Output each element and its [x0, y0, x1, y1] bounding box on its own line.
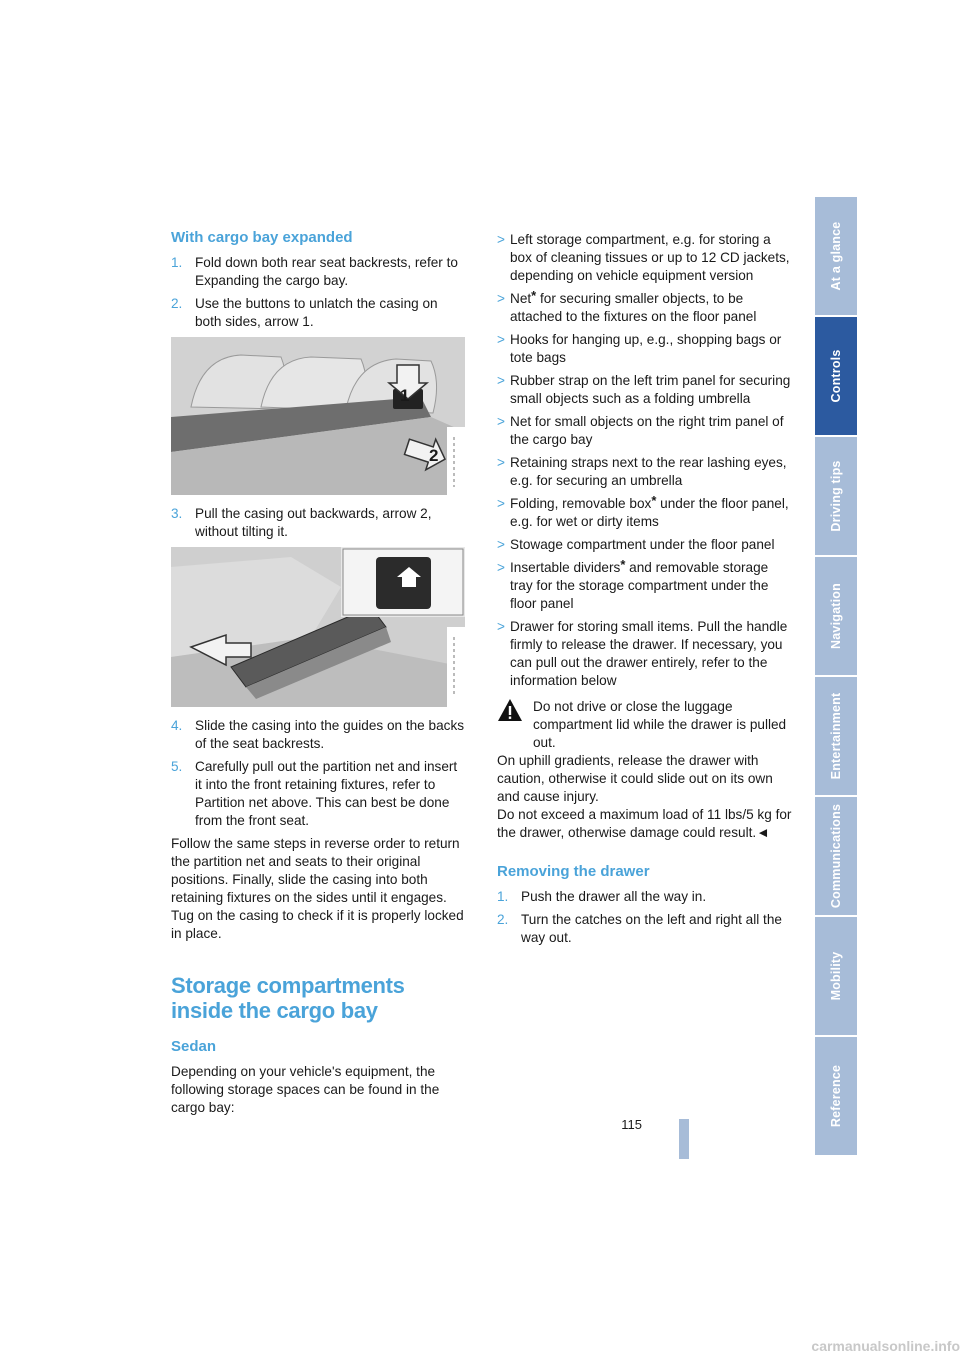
step-list-b: [171, 505, 467, 541]
tab-label: At a glance: [829, 221, 843, 291]
left-column: [171, 228, 467, 1125]
bullet-text-pre: Folding, removable box: [510, 496, 652, 511]
bullet-text: Rubber strap on the left trim panel for securing small objects such as a folding umbrella: [510, 373, 791, 406]
heading-removing-drawer: Removing the drawer: [497, 863, 650, 880]
tab-label: Reference: [829, 1064, 843, 1128]
bullet-marker: >: [497, 291, 505, 306]
step-number: 5.: [171, 759, 183, 774]
bullet-text-pre: Insertable dividers: [510, 560, 621, 575]
cargo-cover-illustration: [171, 337, 465, 495]
chapter-tabs: [815, 197, 857, 1159]
casing-photo: [171, 547, 465, 707]
step-number: 1.: [497, 889, 509, 904]
end-marker-icon: ◄: [756, 825, 770, 840]
list-item: [497, 536, 793, 554]
warning-p3-text: Do not exceed a maximum load of 11 lbs/5 kg for the drawer, otherwise damage could result.: [497, 807, 792, 840]
warning-paragraph-3: [497, 806, 793, 842]
step-item: [171, 254, 467, 290]
bullet-text: under the floor panel, e.g. for wet or dirty items: [510, 496, 789, 529]
bullet-text: Hooks for hanging up, e.g., shopping bags or tote bags: [510, 332, 782, 365]
step-text: Pull the casing out backwards, arrow 2, without tilting it.: [195, 506, 432, 539]
callout-2: 2: [429, 446, 439, 465]
bullet-text: Stowage compartment under the floor panel: [510, 537, 775, 552]
bullet-marker: >: [497, 496, 505, 511]
bullet-text: for securing smaller objects, to be attached to the fixtures on the floor panel: [510, 291, 757, 324]
tab-label: Entertainment: [829, 692, 843, 780]
step-number: 1.: [171, 255, 183, 270]
casing-illustration: [171, 547, 465, 707]
tab-label: Mobility: [829, 951, 843, 1001]
tab-entertainment[interactable]: [815, 677, 857, 797]
bullet-marker: >: [497, 232, 505, 247]
step-number: 3.: [171, 506, 183, 521]
list-item: [497, 331, 793, 367]
step-item: [171, 758, 467, 830]
warning-triangle-icon: [497, 698, 523, 722]
callout-1: 1: [400, 386, 410, 405]
warning-block: [497, 698, 793, 752]
bullet-text-pre: Net: [510, 291, 532, 306]
tab-label: Navigation: [829, 583, 843, 649]
bullet-text: Net for small objects on the right trim panel of the cargo bay: [510, 414, 784, 447]
step-number: 2.: [171, 296, 183, 311]
warning-paragraph-2: On uphill gradients, release the drawer with caution, otherwise it could slide out on its own and cause injury.: [497, 753, 773, 804]
bullet-marker: >: [497, 537, 505, 552]
optional-star: *: [531, 288, 537, 303]
optional-star: *: [651, 493, 657, 508]
step-item: [171, 295, 467, 331]
list-item: [497, 454, 793, 490]
warning-lead: Do not drive or close the luggage compartment lid while the drawer is pulled out.: [533, 699, 787, 750]
step-item: [497, 911, 793, 947]
step-text: Carefully pull out the partition net and insert it into the front retaining fixtures, refer to Partition net above. This can best be done from the front seat.: [195, 759, 458, 828]
tab-navigation[interactable]: [815, 557, 857, 677]
step-text: Use the buttons to unlatch the casing on both sides, arrow 1.: [195, 296, 438, 329]
page-marker-bar: [679, 1119, 689, 1159]
warning-lead-text: [533, 698, 793, 752]
bullet-marker: >: [497, 560, 505, 575]
step-item: [497, 888, 793, 906]
paragraph-sedan: Depending on your vehicle's equipment, the following storage spaces can be found in the cargo bay:: [171, 1064, 440, 1115]
step-item: [171, 717, 467, 753]
bullet-marker: >: [497, 414, 505, 429]
list-item: [497, 372, 793, 408]
step-text: Push the drawer all the way in.: [521, 889, 707, 904]
bullet-marker: >: [497, 373, 505, 388]
list-item: [497, 413, 793, 449]
storage-bullet-list: [497, 231, 793, 690]
step-text: Fold down both rear seat backrests, refer to Expanding the cargo bay.: [195, 255, 458, 288]
step-list-a: [171, 254, 467, 331]
step-number: 2.: [497, 912, 509, 927]
cargo-cover-photo: [171, 337, 465, 495]
bullet-text: Left storage compartment, e.g. for storing a box of cleaning tissues or up to 12 CD jackets, depending on vehicle equipment version: [510, 232, 790, 283]
optional-star: *: [620, 557, 626, 572]
tab-label: Communications: [829, 803, 843, 909]
tab-label: Controls: [829, 349, 843, 403]
heading-storage-compartments: Storage compartments inside the cargo bay: [171, 973, 405, 1023]
heading-cargo-bay-expanded: With cargo bay expanded: [171, 229, 353, 246]
watermark: carmanualsonline.info: [811, 1338, 960, 1354]
tab-communications[interactable]: [815, 797, 857, 917]
bullet-marker: >: [497, 455, 505, 470]
tab-driving-tips[interactable]: [815, 437, 857, 557]
bullet-marker: >: [497, 619, 505, 634]
paragraph-reverse-steps: Follow the same steps in reverse order to return the partition net and seats to their original positions. Finally, slide the casing into both retaining fixtures on the sides until it engages. Tug on the casing to check if it is properly locked in place.: [171, 836, 464, 941]
removing-steps: [497, 888, 793, 947]
list-item: [497, 290, 793, 326]
list-item: [497, 618, 793, 690]
step-text: Turn the catches on the left and right all the way out.: [521, 912, 782, 945]
step-list-c: [171, 717, 467, 830]
step-number: 4.: [171, 718, 183, 733]
bullet-text: and removable storage tray for the storage compartment under the floor panel: [510, 560, 769, 611]
list-item: [497, 231, 793, 285]
bullet-text: Drawer for storing small items. Pull the handle firmly to release the drawer. If necessary, you can pull out the drawer entirely, refer to the information below: [510, 619, 788, 688]
tab-label: Driving tips: [829, 460, 843, 532]
right-column: [497, 231, 793, 952]
bullet-text: Retaining straps next to the rear lashing eyes, e.g. for securing an umbrella: [510, 455, 787, 488]
tab-reference[interactable]: [815, 1037, 857, 1157]
list-item: [497, 559, 793, 613]
page-number: 115: [621, 1117, 642, 1132]
tab-mobility[interactable]: [815, 917, 857, 1037]
heading-sedan: Sedan: [171, 1038, 217, 1055]
tab-controls[interactable]: [815, 317, 857, 437]
list-item: [497, 495, 793, 531]
step-text: Slide the casing into the guides on the backs of the seat backrests.: [195, 718, 465, 751]
bullet-marker: >: [497, 332, 505, 347]
step-item: [171, 505, 467, 541]
tab-at-a-glance[interactable]: [815, 197, 857, 317]
